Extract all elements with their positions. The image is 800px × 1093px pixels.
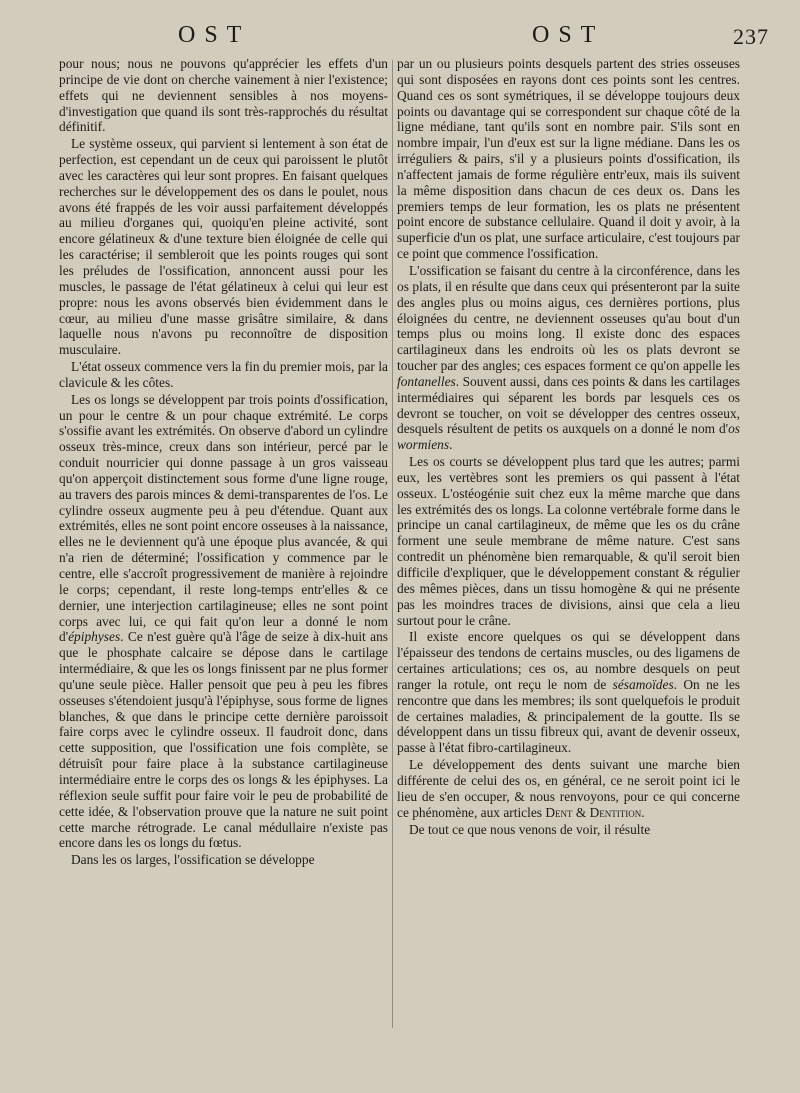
paragraph: L'état osseux commence vers la fin du premier mois, par la clavicule & les côtes.	[59, 359, 388, 390]
term-italic: os wormiens	[397, 421, 740, 453]
cross-reference: Dentition	[589, 804, 642, 820]
text-run: .	[641, 804, 645, 820]
paragraph: De tout ce que nous venons de voir, il résulte	[409, 821, 651, 837]
term-italic: sésamoïdes	[612, 676, 674, 692]
text-run: &	[572, 804, 590, 820]
cross-reference: Dent	[545, 804, 573, 820]
running-head-left: OST	[178, 22, 251, 48]
left-column	[59, 56, 388, 868]
paragraph: pour nous; nous ne pouvons qu'apprécier les effets d'un principe de vie dont on cherche vainement à nier l'existence; effets qui ne deviennent sensibles à nos moyens-d'investigation que quand ils sont très-rapprochés du résultat définitif.	[59, 56, 388, 135]
term-italic: épiphyses	[68, 629, 121, 645]
text-run: . Souvent aussi, dans ces points & dans les cartilages intermédiaires qui séparent les bords par lesquels ces os devront se toucher, on voit se développer des centres osseux, desquels résultent de petits os auxquels on a donné le nom d'	[397, 373, 740, 437]
paragraph: Dans les os larges, l'ossification se développe	[71, 852, 315, 868]
paragraph	[59, 392, 388, 851]
right-column	[397, 56, 740, 837]
page-number: 237	[733, 24, 769, 49]
column-divider	[392, 60, 393, 1028]
paragraph: Le système osseux, qui parvient si lentement à son état de perfection, est cependant un de ceux qui paroissent le plutôt avec les caractères qui leur sont propres. En faisant quelques recherches sur le développement des os dans le poulet, nous avons été frappés de les voir aussi parfaitement développés au milieu d'organes qui, quoiqu'en pleine activité, sont encore gélatineux & d'une texture bien éloignée de celle qui les caractérise; il sembleroit que les points rouges qui sont les préludes de l'ossification, annoncent aussi pour les muscles, le passage de l'état gélatineux à celui qui leur est propre: nous les avons observés bien évidemment dans le cœur, au milieu d'une masse grisâtre similaire, & dans laquelle nous n'avons pu reconnoître de disposition musculaire.	[59, 136, 388, 358]
paragraph: Les os courts se développent plus tard que les autres; parmi eux, les vertèbres sont les premiers os qui passent à l'état osseux. L'ostéogénie suit chez eux la même marche que dans les extrémités des os longs. La colonne vertébrale forme dans le principe un canal cartilagineux, de même que les os du crâne forment une seule membrane de même nature. C'est sans contredit un phénomène bien remarquable, & qu'il seroit bien difficile d'expliquer, que le développement constant & régulier des mêmes pièces, dans un tissu homogène & qui ne présente pas les moindres traces de divisions, ainsi que cela a lieu surtout pour le crâne.	[397, 454, 740, 628]
paragraph	[397, 757, 740, 820]
text-run: . On ne les rencontre que dans les membres; ils sont quelquefois le produit de certaines maladies, & principalement de la goutte. Ils se développent dans un tissu fibreux qui, avant de devenir osseux, passe à l'état fibro-cartilagineux.	[397, 676, 740, 756]
text-run: Le développement des dents suivant une marche bien différente de celui des os, en général, ce ne seroit point ici le lieu de s'en occuper, & nous renvoyons, pour ce qui concerne ce phénomène, aux articles	[397, 757, 740, 820]
running-head-right: OST	[532, 22, 605, 48]
text-run: . Ce n'est guère qu'à l'âge de seize à dix-huit ans que le phosphate calcaire se dépose dans le cartilage intermédiaire, & que les os longs finissent par ne plus former qu'une seule pièce. Haller pensoit que peu à peu les fibres osseuses s'étendoient jusqu'à l'épiphyse, sous forme de lignes blanches, & que dans le principe cette dernière paroissoit faire corps avec le cylindre osseux. Il faudroit donc, dans cette supposition, que l'ossification une fois complète, se détruisît pour faire place à la substance cartilagineuse intermédiaire entre le corps des os longs & les épiphyses. La réflexion seule suffit pour faire voir le peu de probabilité de cette idée, & l'observation prouve que la nature ne suit point cette marche rétrograde. Le canal médullaire n'existe pas encore dans les os longs du fœtus.	[59, 629, 388, 851]
text-run: Il existe encore quelques os qui se développent dans l'épaisseur des tendons de certains muscles, ou des ligamens de certaines articulations; ces os, au nombre desquels on peut ranger la rotule, ont reçu le nom de	[397, 629, 740, 692]
running-head	[0, 22, 800, 58]
paragraph	[397, 629, 740, 756]
text-run: L'ossification se faisant du centre à la circonférence, dans les os plats, il en résulte que dans ceux qui présenteront par la suite des angles plus ou moins aigus, ces dernières portions, plus éloignées du centre, ne deviennent osseuses qu'au bout d'un temps plus ou moins long. Il existe donc des espaces cartilagineux dans les endroits où les os plats devront se toucher par des angles; ces espaces forment ce qu'on appelle les	[397, 262, 740, 374]
term-italic: fontanelles	[397, 373, 456, 389]
text-run: .	[449, 437, 453, 453]
paragraph: par un ou plusieurs points desquels partent des stries osseuses qui sont disposées en rayons dont ces points sont les centres. Quand ces os sont symétriques, il se développe toujours deux points ou davantage qui se correspondent sur chaque côté de la ligne médiane, tant qu'ils sont en nombre pair. S'ils sont en nombre impair, l'un d'eux est sur la ligne médiane. Dans les os irréguliers & pairs, s'il y a plusieurs points d'ossification, ils n'affectent jamais de forme régulière entr'eux, mais ils suivent la même disposition dans chacun de ces deux os. Dans les premiers temps de leur formation, les os plats ne présentent point encore de substance cellulaire. Quand il doit y avoir, à la superficie d'un os plat, une surface articulaire, c'est toujours par ce point que commence l'ossification.	[397, 56, 740, 262]
text-run: Les os longs se développent par trois points d'ossification, un pour le centre & un pour chaque extrémité. Le corps s'ossifie avant les extrémités. On observe d'abord un cylindre osseux très-mince, creux dans son intérieur, percé par le conduit nourricier qui donne passage à un gros vaisseau qu'on apperçoit distinctement sous forme d'une ligne rouge, au travers des parois minces & demi-transparentes de l'os. Le cylindre osseux augmente peu à peu d'étendue. Quant aux extrémités, elles ne sont point encore osseuses à la naissance, elles ne le deviennent qu'à une époque plus avancée, & qui n'a rien de déterminé; l'ossification y commence par le centre, elle s'accroît progressivement de manière à rejoindre le corps; cependant, il reste long-temps entr'elles & ce dernier, une interjection cartilagineuse; elles ne sont point corps avec lui, ce qui fait qu'on leur a donné le nom d'	[59, 391, 388, 645]
paragraph	[397, 263, 740, 453]
